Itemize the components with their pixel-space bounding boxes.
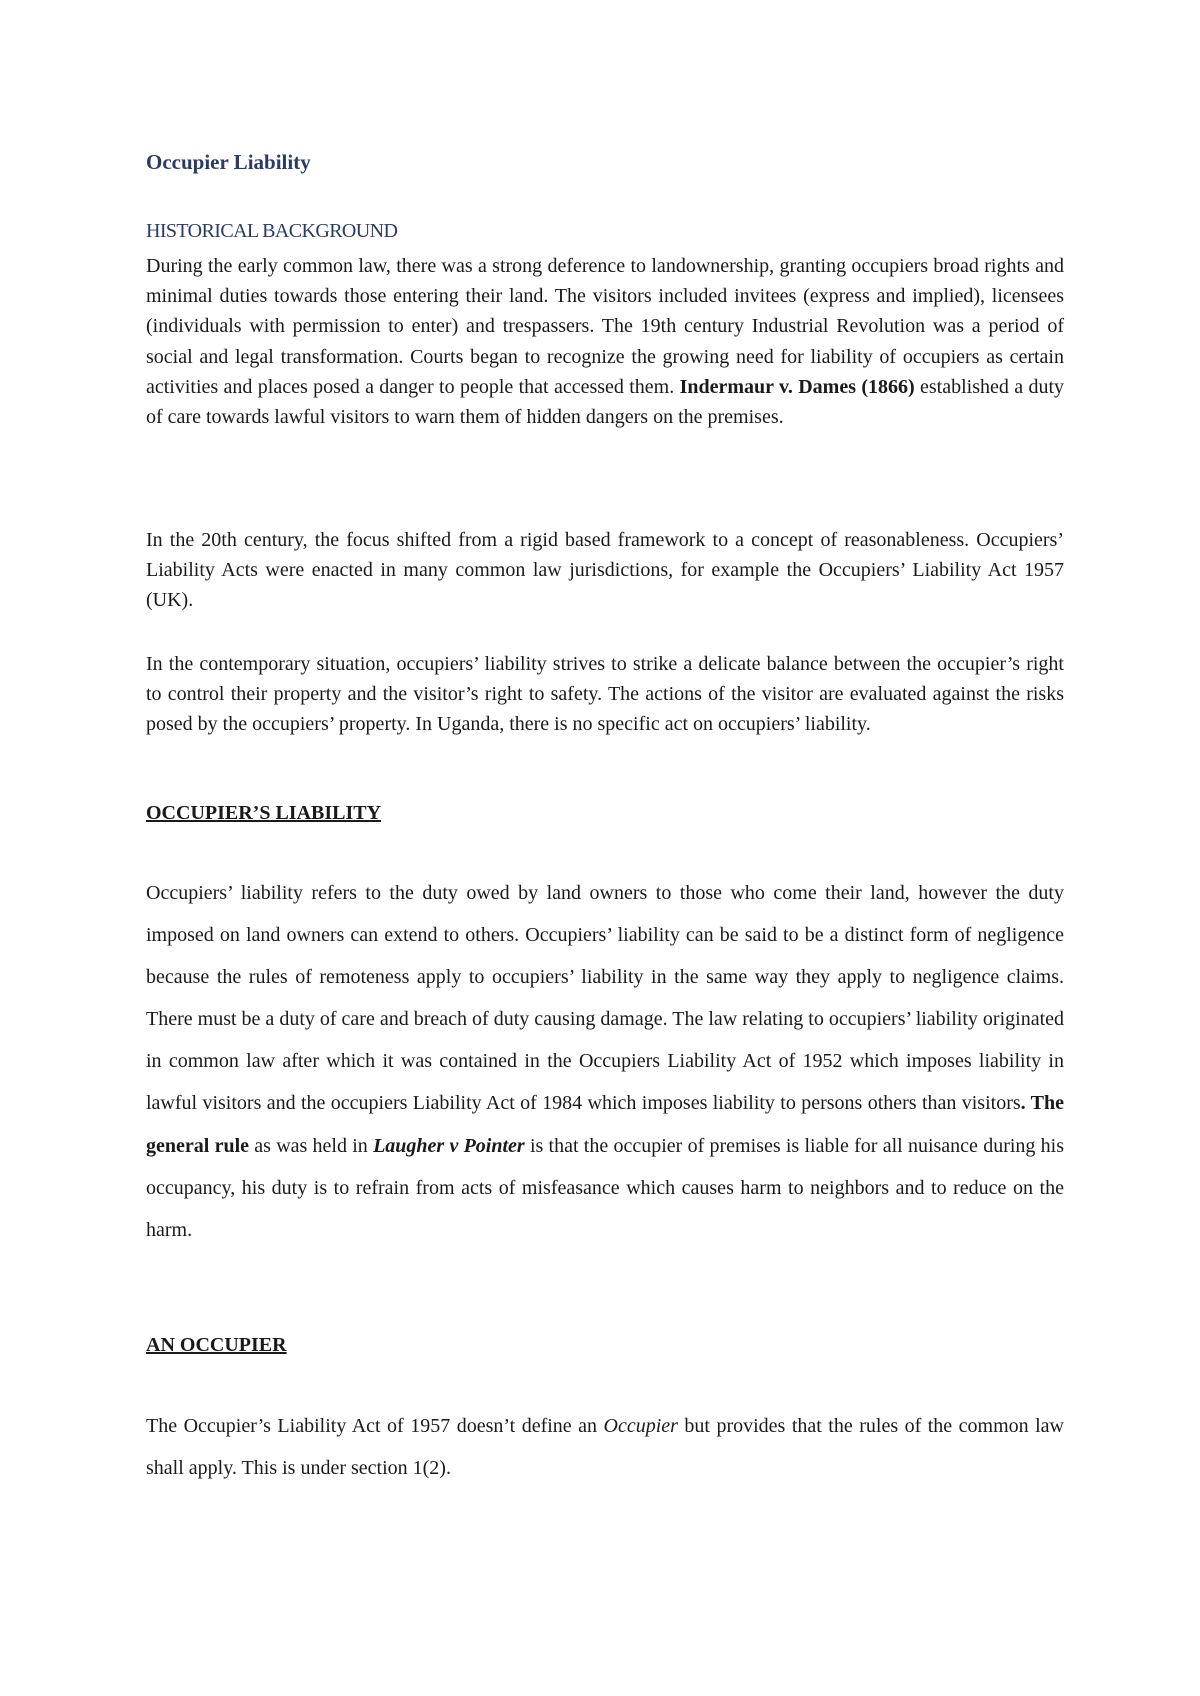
occupier-term: Occupier [603, 1415, 678, 1437]
p4-text-3: is that the occupier of premises is liable for all nuisance during his occupancy, his duty is to refrain from acts of misfeasance which causes harm to neighbors and to reduce on the harm. [146, 1134, 1065, 1241]
paragraph-contemporary-situation: In the contemporary situation, occupiers’ liability strives to strike a delicate balance between the occupier’s right to control their property and the visitor’s right to safety. The actions of the visitor are evaluated against the risks posed by the occupiers’ property. In Uganda, there is no specific act on occupiers’ liability. [146, 653, 1064, 736]
p5-text-2: but provides that the rules of the common law shall apply. This is under section 1(2). [146, 1415, 1065, 1480]
paragraph-historical-early-common-law [146, 251, 1064, 432]
paragraph-20th-century: In the 20th century, the focus shifted from a rigid based framework to a concept of reasonableness. Occupiers’ Liability Acts were enacted in many common law jurisdictions, for example the Occupiers’ Liability Act 1957 (UK). [146, 529, 1064, 612]
heading-occupiers-liability: OCCUPIER’S LIABILITY [146, 802, 382, 824]
p4-text-1: Occupiers’ liability refers to the duty owed by land owners to those who come their land, however the duty imposed on land owners can extend to others. Occupiers’ liability can be said to be a distinct form of negligence because the rules of remoteness apply to occupiers’ liability in the same way they apply to negligence claims. There must be a duty of care and breach of duty causing damage. The law relating to occupiers’ liability originated in common law after which it was contained in the Occupiers Liability Act of 1952 which imposes liability in lawful visitors and the occupiers Liability Act of 1984 which imposes liability to persons others than visitors [146, 882, 1064, 1115]
p5-text-1: The Occupier’s Liability Act of 1957 doesn’t define an [146, 1415, 604, 1437]
p4-text-2: as was held in [249, 1134, 374, 1157]
p1-text-1: During the early common law, there was a strong deference to landownership, granting occupiers broad rights and minimal duties towards those entering their land. The visitors included invitees (express and implied), licensees (individuals with permission to enter) and trespassers. The 19th century Industrial Revolution was a period of social and legal transformation. Courts began to recognize the growing need for liability of occupiers as certain activities and places posed a danger to people that accessed them. [146, 255, 1064, 398]
paragraph-occupier-definition [146, 1405, 1064, 1489]
general-rule-label: . The general rule [146, 1092, 1065, 1157]
historical-background-label: HISTORICAL BACKGROUND [146, 220, 398, 242]
case-citation-laugher: Laugher v Pointer [373, 1134, 525, 1157]
document-title: Occupier Liability [146, 150, 311, 174]
p1-text-2: established a duty of care towards lawful visitors to warn them of hidden dangers on the premises. [146, 375, 1065, 429]
heading-an-occupier: AN OCCUPIER [146, 1334, 287, 1356]
paragraph-occupiers-liability-definition [146, 872, 1064, 1251]
case-citation-indermaur: Indermaur v. Dames (1866) [679, 375, 915, 398]
